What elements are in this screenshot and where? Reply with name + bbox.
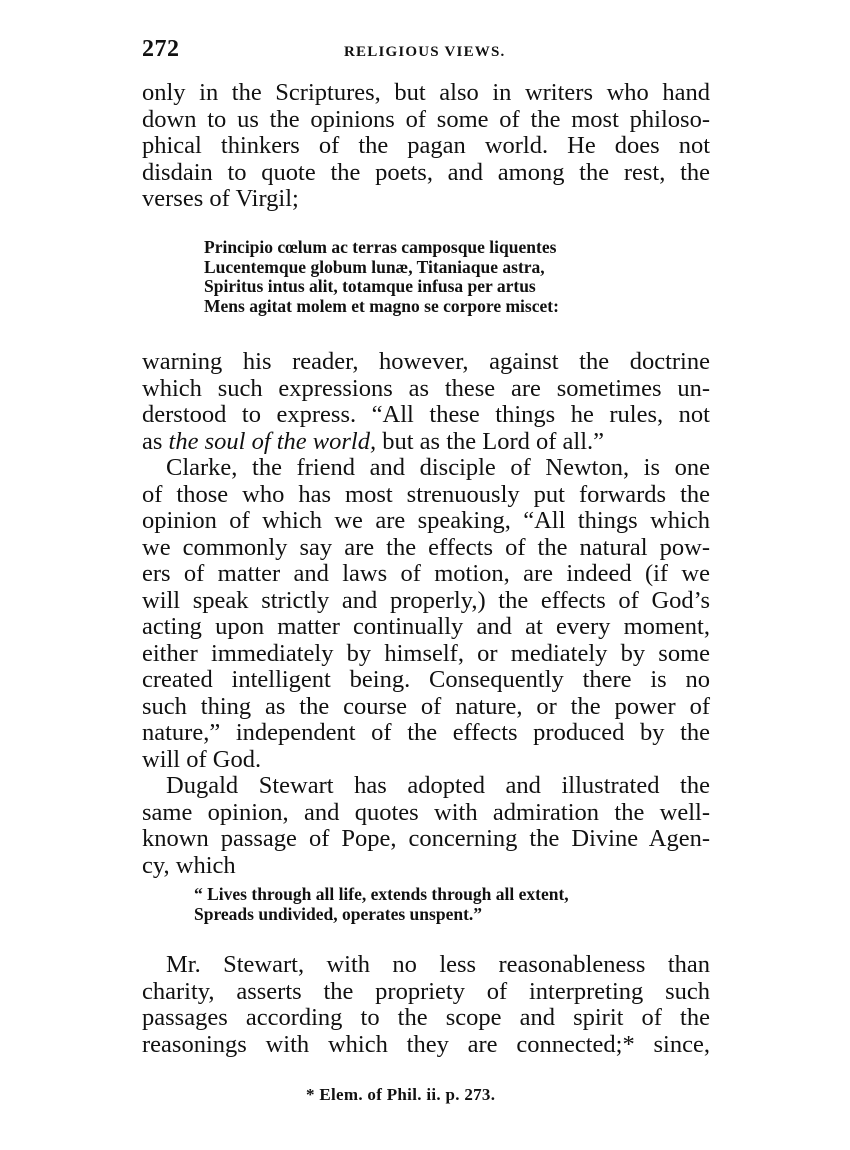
text-line: phical thinkers of the pagan world. He does not <box>142 132 710 159</box>
text-line: Clarke, the friend and disciple of Newton, is one <box>166 454 710 481</box>
quote-line: Lucentemque globum lunæ, Titaniaque astra, <box>204 256 545 277</box>
text-line: will of God. <box>142 745 262 773</box>
text-line <box>142 429 710 456</box>
text-line: known passage of Pope, concerning the Divine Agen- <box>142 825 710 852</box>
running-head: RELIGIOUS VIEWS. <box>344 44 506 60</box>
text-line: verses of Virgil; <box>142 185 299 212</box>
text-line: of those who has most strenuously put forwards the <box>142 480 710 508</box>
text-line: ers of matter and laws of motion, are indeed (if we <box>142 560 710 587</box>
quote-line: Mens agitat molem et magno se corpore miscet: <box>204 295 559 316</box>
text-line: cy, which <box>142 851 236 879</box>
quote-line: Spreads undivided, operates unspent.” <box>194 903 483 924</box>
quote-line: Spiritus intus alit, totamque infusa per artus <box>204 276 536 296</box>
pope-quotation <box>194 885 569 924</box>
text-line: same opinion, and quotes with admiration the well- <box>142 798 710 826</box>
text-run: as <box>142 427 169 455</box>
paragraph-virgil-intro <box>142 80 710 213</box>
paragraph-clarke <box>142 455 710 773</box>
text-line: passages according to the scope and spirit of the <box>142 1004 710 1031</box>
text-line: opinion of which we are speaking, “All things which <box>142 507 710 534</box>
italic-phrase: the soul of the world, <box>168 427 377 455</box>
text-line: down to us the opinions of some of the most philoso- <box>142 105 710 133</box>
text-line: reasonings with which they are connected;* since, <box>142 1030 710 1058</box>
text-line: either immediately by himself, or mediately by some <box>142 639 710 667</box>
text-line: warning his reader, however, against the doctrine <box>142 348 710 375</box>
text-line: such thing as the course of nature, or the power of <box>142 692 710 720</box>
text-line: only in the Scriptures, but also in writers who hand <box>142 79 710 106</box>
virgil-quotation <box>204 238 559 316</box>
page-number: 272 <box>142 36 180 62</box>
paragraph-stewart <box>142 773 710 879</box>
text-line: which such expressions as these are sometimes un- <box>142 374 710 402</box>
text-line: acting upon matter continually and at every moment, <box>142 613 710 640</box>
text-line: created intelligent being. Consequently there is no <box>142 666 710 693</box>
text-line: disdain to quote the poets, and among the rest, the <box>142 158 710 186</box>
quote-line: “ Lives through all life, extends through all extent, <box>194 884 569 904</box>
footnote: * Elem. of Phil. ii. p. 273. <box>306 1085 496 1104</box>
paragraph-warning <box>142 349 710 455</box>
text-line: charity, asserts the propriety of interpreting such <box>142 977 710 1005</box>
text-line: derstood to express. “All these things he rules, not <box>142 401 710 428</box>
paragraph-reasonableness <box>142 952 710 1058</box>
text-line: Mr. Stewart, with no less reasonableness than <box>166 951 710 978</box>
text-line: nature,” independent of the effects produced by the <box>142 719 710 746</box>
quote-line: Principio cœlum ac terras camposque liquentes <box>204 237 557 257</box>
text-line: Dugald Stewart has adopted and illustrated the <box>166 772 710 799</box>
text-line: will speak strictly and properly,) the effects of God’s <box>142 586 710 614</box>
text-run: but as the Lord of all.” <box>376 427 605 455</box>
text-line: we commonly say are the effects of the natural pow- <box>142 533 710 561</box>
